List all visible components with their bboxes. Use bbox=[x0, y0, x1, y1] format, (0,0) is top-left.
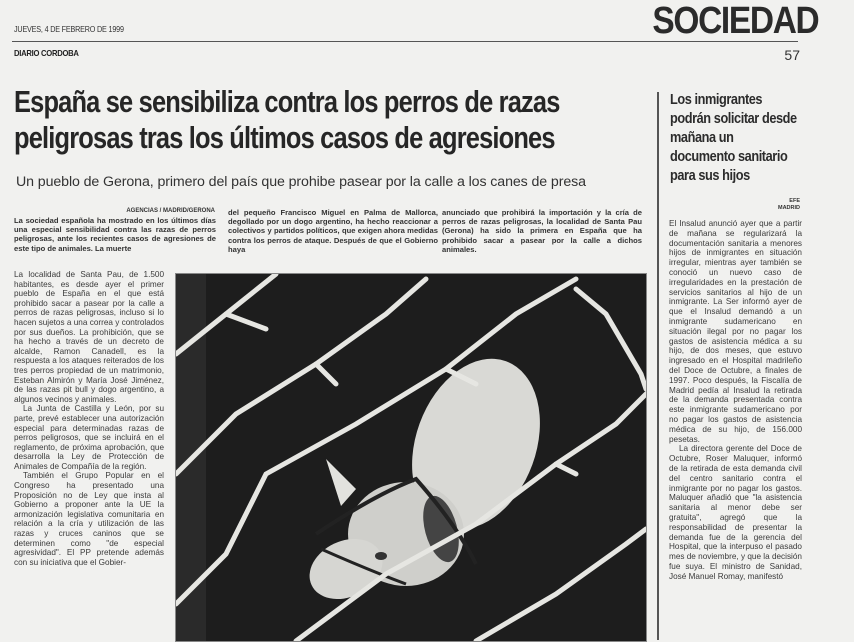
sidebar-agency: EFE bbox=[789, 198, 800, 204]
sidebar-body bbox=[669, 219, 802, 581]
section-title: SOCIEDAD bbox=[652, 0, 819, 42]
body-paragraph: También el Grupo Popular en el Congreso ha presentado una Proposición no de Ley que insta al Gobierno a proponer ante la UE la armonización legislativa comunitaria en relación a la cría y utilización de las razas y cruces caninos que se determinen como "de especial agresividad". El PP pretende además con su iniciativa que el Gobier- bbox=[14, 471, 164, 567]
sidebar-location: MADRID bbox=[778, 205, 800, 211]
newspaper-name: DIARIO CORDOBA bbox=[14, 48, 79, 58]
sidebar-headline: Los inmigrantes podrán solicitar desde mañana un documento sanitario para sus hijos bbox=[670, 91, 797, 184]
main-subtitle: Un pueblo de Gerona, primero del país que prohibe pasear por la calle a los canes de presa bbox=[16, 174, 586, 190]
sidebar-byline bbox=[760, 198, 800, 212]
headline-line-2: peligrosas tras los últimos casos de agresiones bbox=[14, 120, 555, 155]
main-body-column bbox=[14, 270, 164, 567]
dog-behind-fence-image bbox=[176, 274, 646, 641]
body-paragraph: La Junta de Castilla y León, por su parte, prevé establecer una autorización especial para determinadas razas de perros peligrosos, que se incluirá en el reglamento, de próxima aprobación, que desarrolla la Ley de Protección de Animales de Compañía de la región. bbox=[14, 404, 164, 471]
sidebar-paragraph: La directora gerente del Doce de Octubre, Roser Maluquer, informó de la retirada de esta demanda civil del centro sanitario contra el inmigrante por no pagar los gastos. Maluquer añadió que "la asistencia sanitaria al menor debe ser gratuita", agregó que la responsabilidad de presentar la demanda fue de la gerencia del Hospital, que la interpuso el pasado mes de noviembre, y que la decisión fue suya. El ministro de Sanidad, José Manuel Romay, manifestó bbox=[669, 444, 802, 581]
page-number: 57 bbox=[784, 47, 800, 63]
issue-date: JUEVES, 4 DE FEBRERO DE 1999 bbox=[14, 25, 124, 34]
lead-column-2: del pequeño Francisco Miguel en Palma de Mallorca, degollado por un dogo argentino, ha hecho reaccionar a colectivos y partidos políticos, que exigen ahora medidas contra los perros de ataque. Después de que el Gobierno haya bbox=[228, 208, 438, 254]
main-byline: AGENCIAS / MADRID/GERONA bbox=[126, 208, 215, 214]
body-paragraph: La localidad de Santa Pau, de 1.500 habitantes, es desde ayer el primer pueblo de España en el que está prohibido sacar a pasear por la calle a perros de razas peligrosas, incluso si lo hacen sujetos a una correa y controlados por sus dueños. La prohibición, que se ha hecho a través de un decreto de alcalde, Ramon Canadell, es la respuesta a los ataques reiterados de los tres perros propiedad de un matrimonio, Esteban Almirón y María José Jiménez, de las razas pit bull y dogo argentino, a algunos vecinos y animales. bbox=[14, 270, 164, 404]
sidebar-rule bbox=[657, 92, 659, 640]
main-headline bbox=[14, 84, 560, 156]
headline-line-1: España se sensibiliza contra los perros de razas bbox=[14, 84, 560, 119]
sidebar-paragraph: El Insalud anunció ayer que a partir de mañana se regularizará la documentación sanitaria a menores hijos de inmigrantes en situación irregular, mientras ayer también se conoció un nuevo caso de irregularidades en la prestación de servicios sanitarios al hijo de un inmigrante. La Ser informó ayer de que el Insalud demandó a un inmigrante sudamericano en situación ilegal por no pagar los gastos de asistencia médica a su hijo, de dos meses, que estuvo ingresado en el Hospital madrileño del Doce de Octubre, a finales de 1997. Poco después, la Fiscalía de Madrid pedía al Insalud la retirada de la demanda presentada contra este inmigrante sudamericano por no pagar los gastos de asistencia médica de su hijo, de 156.000 pesetas. bbox=[669, 219, 802, 444]
lead-column-1: La sociedad española ha mostrado en los últimos días una especial sensibilidad contra las razas de perros peligrosas, ante los recientes casos de agresiones de este tipo de animales. La muerte bbox=[14, 216, 216, 253]
lead-column-3: anunciado que prohibirá la importación y la cría de perros de razas peligrosas, la localidad de Santa Pau (Gerona) ha sido la primera en España que ha prohibido sacar a pasear por la calle a dichos animales. bbox=[442, 208, 642, 254]
dog-photo bbox=[175, 273, 647, 642]
